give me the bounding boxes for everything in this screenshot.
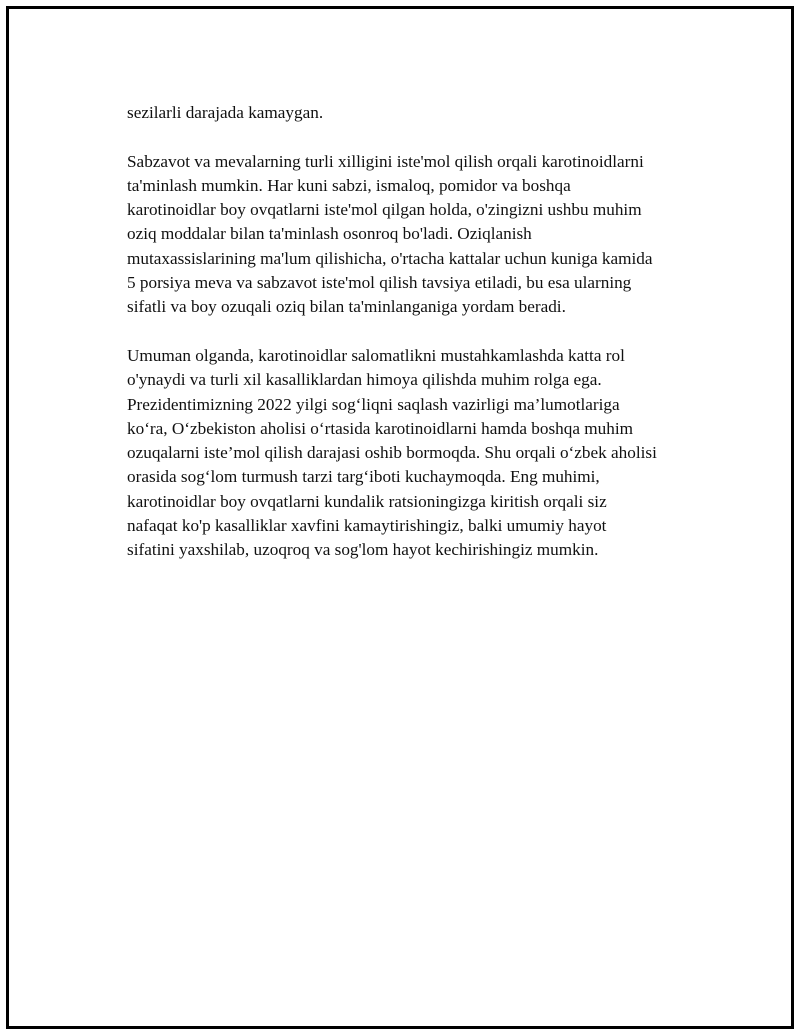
text-line: karotinoidlar boy ovqatlarni kundalik ratsioningizga kiritish orqali siz xyxy=(127,491,607,511)
document-body xyxy=(127,101,727,563)
text-line: nafaqat ko'p kasalliklar xavfini kamaytirishingiz, balki umumiy hayot xyxy=(127,516,607,536)
text-line: ko‘ra, O‘zbekiston aholisi o‘rtasida karotinoidlarni hamda boshqa muhim xyxy=(127,418,633,438)
text-line: sifatini yaxshilab, uzoqroq va sog'lom hayot kechirishingiz mumkin. xyxy=(127,540,599,560)
text-line: Sabzavot va mevalarning turli xilligini iste'mol qilish orqali karotinoidlarni xyxy=(127,151,644,171)
text-line: oziq moddalar bilan ta'minlash osonroq bo'ladi. Oziqlanish xyxy=(127,224,532,244)
text-line: ta'minlash mumkin. Har kuni sabzi, ismaloq, pomidor va boshqa xyxy=(127,175,571,195)
text-line: mutaxassislarining ma'lum qilishicha, o'rtacha kattalar uchun kuniga kamida xyxy=(127,248,653,268)
text-line: o'ynaydi va turli xil kasalliklardan himoya qilishda muhim rolga ega. xyxy=(127,370,602,390)
text-line: ozuqalarni iste’mol qilish darajasi oshib bormoqda. Shu orqali o‘zbek aholisi xyxy=(127,443,657,463)
text-line: orasida sog‘lom turmush tarzi targ‘iboti kuchaymoqda. Eng muhimi, xyxy=(127,467,600,487)
paragraph-2 xyxy=(127,150,727,320)
text-line: Umuman olganda, karotinoidlar salomatlikni mustahkamlashda katta rol xyxy=(127,345,625,365)
text-line: 5 porsiya meva va sabzavot iste'mol qilish tavsiya etiladi, bu esa ularning xyxy=(127,273,632,293)
text-line: sifatli va boy ozuqali oziq bilan ta'minlanganiga yordam beradi. xyxy=(127,297,566,317)
text-line: karotinoidlar boy ovqatlarni iste'mol qilgan holda, o'zingizni ushbu muhim xyxy=(127,200,642,220)
paragraph-1 xyxy=(127,101,727,125)
page-frame xyxy=(6,6,794,1029)
paragraph-3 xyxy=(127,344,727,563)
text-line: sezilarli darajada kamaygan. xyxy=(127,103,324,122)
text-line: Prezidentimizning 2022 yilgi sog‘liqni saqlash vazirligi ma’lumotlariga xyxy=(127,394,620,414)
